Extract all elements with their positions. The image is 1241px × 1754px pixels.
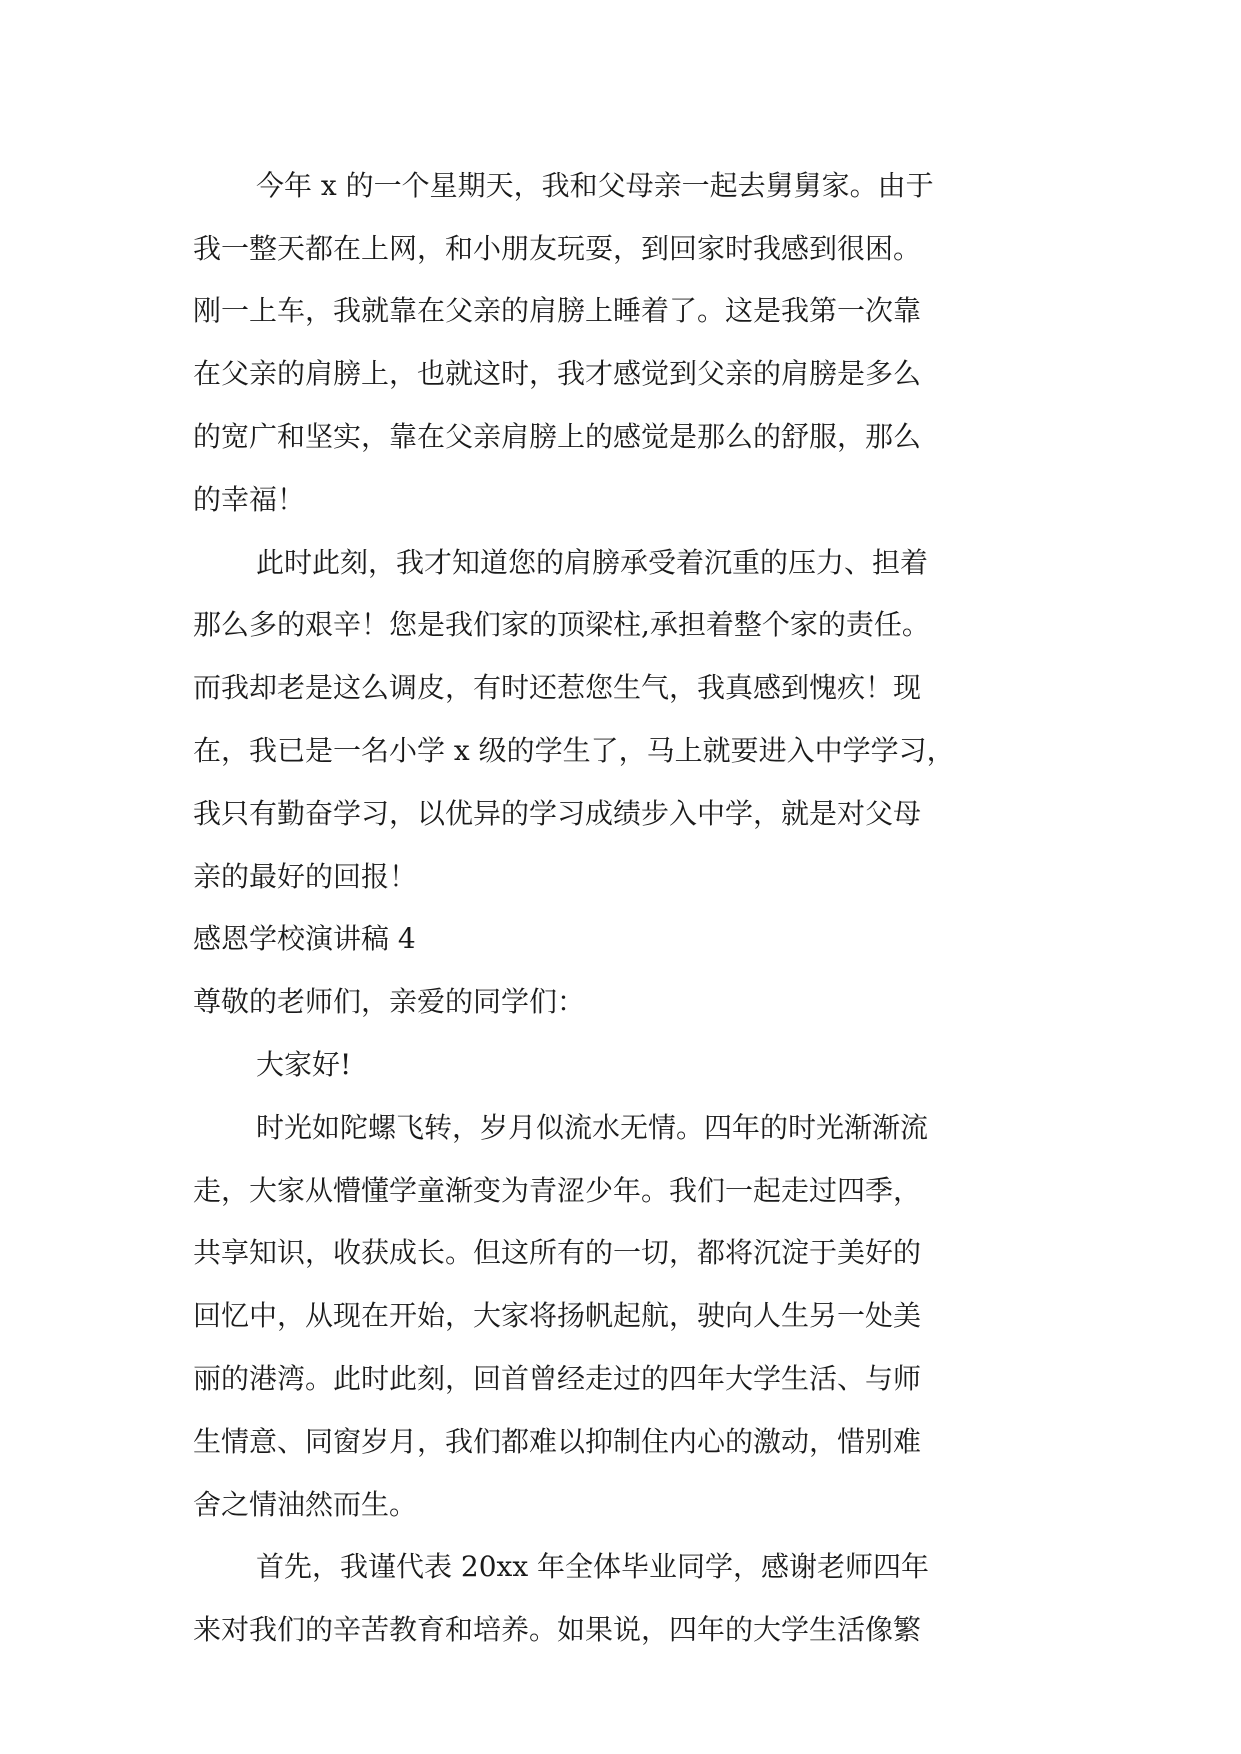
paragraph-line: 此时此刻，我才知道您的肩膀承受着沉重的压力、担着 xyxy=(256,546,929,579)
paragraph-line: 回忆中，从现在开始，大家将扬帆起航，驶向人生另一处美 xyxy=(193,1299,922,1332)
salutation: 尊敬的老师们，亲爱的同学们： xyxy=(193,985,586,1018)
paragraph-line: 时光如陀螺飞转，岁月似流水无情。四年的时光渐渐流 xyxy=(256,1111,929,1144)
paragraph-line: 的幸福！ xyxy=(193,483,306,516)
paragraph-line: 生情意、同窗岁月，我们都难以抑制住内心的激动，惜别难 xyxy=(193,1425,922,1458)
paragraph-line: 我只有勤奋学习，以优异的学习成绩步入中学，就是对父母 xyxy=(193,797,922,830)
paragraph-line: 今年 x 的一个星期天，我和父母亲一起去舅舅家。由于 xyxy=(256,169,934,202)
paragraph-line: 首先，我谨代表 20xx 年全体毕业同学，感谢老师四年 xyxy=(256,1550,930,1583)
paragraph-line: 而我却老是这么调皮，有时还惹您生气，我真感到愧疚！现 xyxy=(193,671,922,704)
paragraph-line: 来对我们的辛苦教育和培养。如果说，四年的大学生活像繁 xyxy=(193,1613,922,1646)
greeting: 大家好! xyxy=(256,1048,352,1081)
paragraph-line: 舍之情油然而生。 xyxy=(193,1488,418,1521)
paragraph-line: 在父亲的肩膀上，也就这时，我才感觉到父亲的肩膀是多么 xyxy=(193,357,922,390)
paragraph-line: 在，我已是一名小学 x 级的学生了，马上就要进入中学学习， xyxy=(193,734,955,767)
paragraph-line: 走，大家从懵懂学童渐变为青涩少年。我们一起走过四季， xyxy=(193,1174,922,1207)
section-heading: 感恩学校演讲稿 4 xyxy=(193,922,416,955)
paragraph-line: 我一整天都在上网，和小朋友玩耍，到回家时我感到很困。 xyxy=(193,232,922,265)
paragraph-line: 亲的最好的回报！ xyxy=(193,860,418,893)
paragraph-line: 那么多的艰辛！您是我们家的顶梁柱,承担着整个家的责任。 xyxy=(193,608,930,641)
paragraph-line: 的宽广和坚实，靠在父亲肩膀上的感觉是那么的舒服，那么 xyxy=(193,420,922,453)
paragraph-line: 丽的港湾。此时此刻，回首曾经走过的四年大学生活、与师 xyxy=(193,1362,922,1395)
paragraph-line: 刚一上车，我就靠在父亲的肩膀上睡着了。这是我第一次靠 xyxy=(193,294,922,327)
paragraph-line: 共享知识，收获成长。但这所有的一切，都将沉淀于美好的 xyxy=(193,1236,922,1269)
